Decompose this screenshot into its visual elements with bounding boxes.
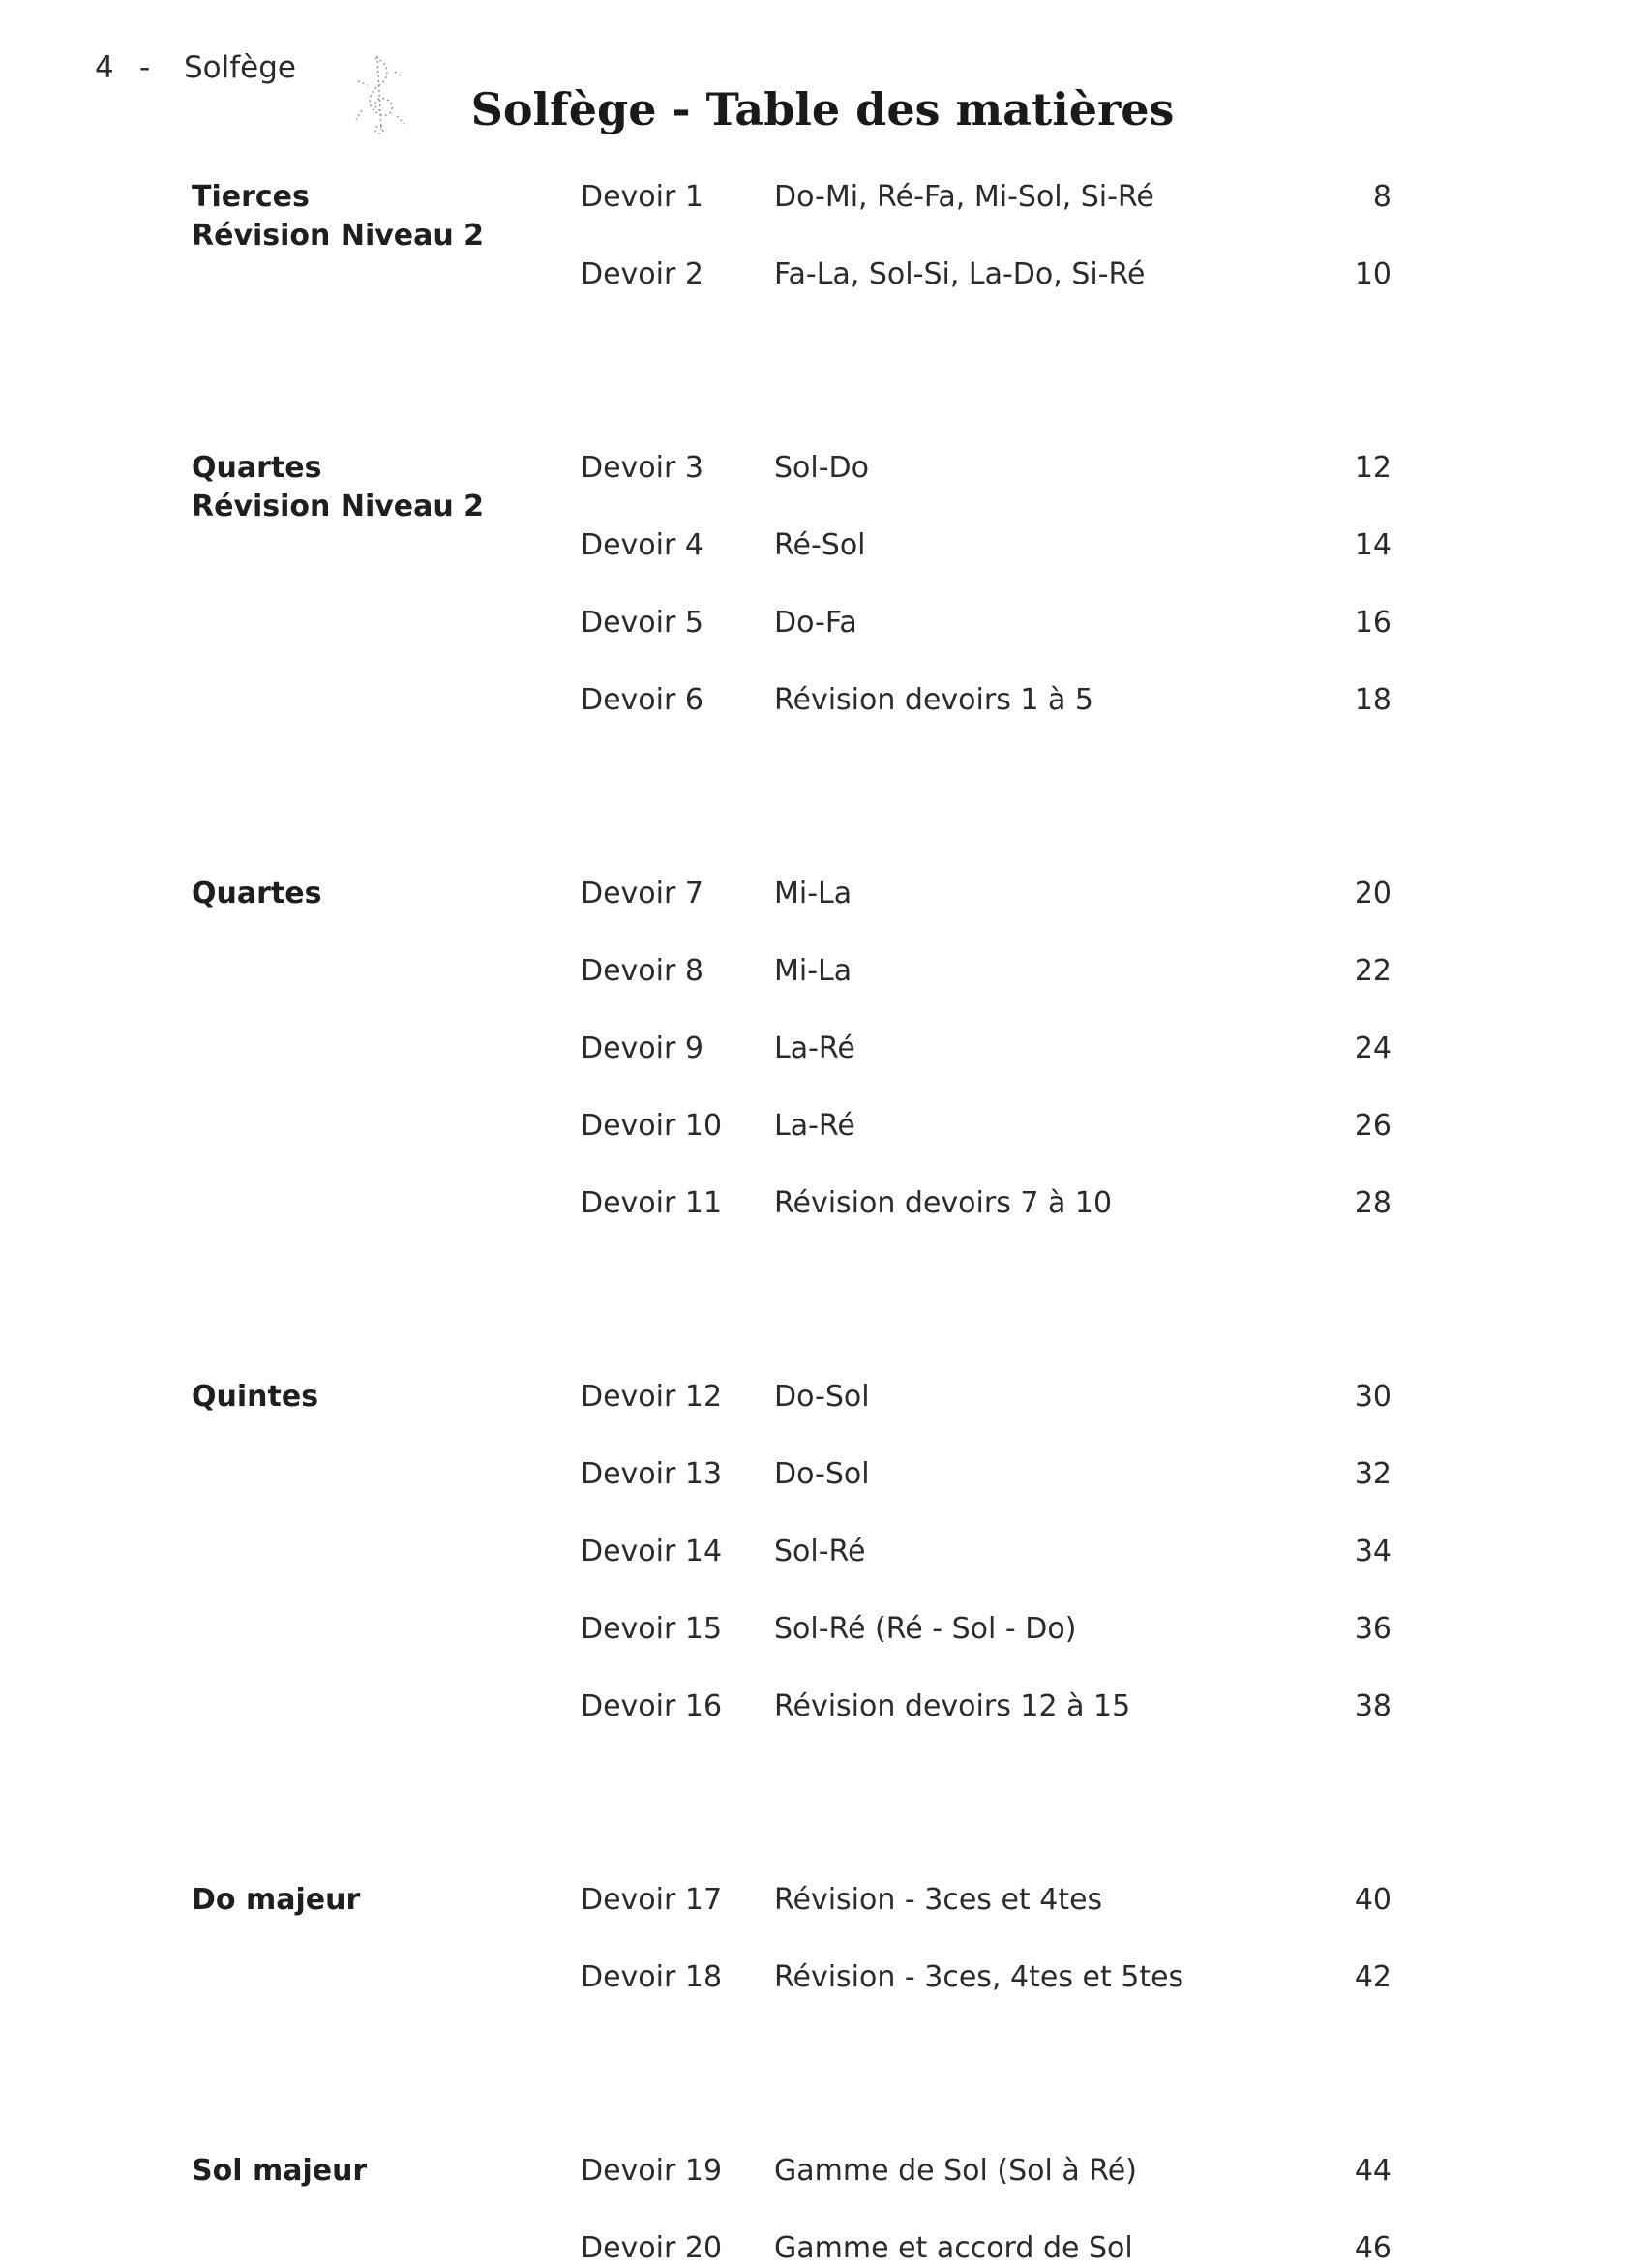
entry-description: Mi-La — [774, 877, 852, 910]
entry-page-number: 26 — [1354, 1109, 1391, 1143]
book-name: Solfège — [184, 50, 296, 85]
entry-devoir: Devoir 11 — [581, 1186, 723, 1220]
entry-devoir: Devoir 3 — [581, 451, 703, 485]
toc-entry[interactable] — [0, 526, 1645, 565]
entry-page-number: 30 — [1354, 1380, 1391, 1414]
entry-description: Révision devoirs 1 à 5 — [774, 683, 1093, 717]
entry-page-number: 24 — [1354, 1031, 1391, 1065]
page-title: Solfège - Table des matières — [470, 83, 1175, 135]
entry-devoir: Devoir 9 — [581, 1031, 703, 1065]
entry-description: Sol-Ré (Ré - Sol - Do) — [774, 1612, 1077, 1646]
entry-description: Sol-Do — [774, 451, 870, 485]
entry-description: La-Ré — [774, 1031, 855, 1065]
entry-page-number: 18 — [1354, 683, 1391, 717]
entry-description: Do-Mi, Ré-Fa, Mi-Sol, Si-Ré — [774, 180, 1154, 214]
entry-page-number: 12 — [1354, 451, 1391, 485]
toc-entry[interactable] — [0, 875, 1645, 913]
toc-entry[interactable] — [0, 1378, 1645, 1417]
entry-devoir: Devoir 15 — [581, 1612, 723, 1646]
entry-page-number: 16 — [1354, 606, 1391, 640]
entry-devoir: Devoir 20 — [581, 2231, 723, 2265]
toc-entry[interactable] — [0, 1610, 1645, 1649]
entry-page-number: 36 — [1354, 1612, 1391, 1646]
entry-description: Mi-La — [774, 954, 852, 988]
entry-description: Sol-Ré — [774, 1535, 866, 1568]
entry-devoir: Devoir 16 — [581, 1689, 723, 1723]
header-separator: - — [139, 50, 151, 85]
entry-page-number: 28 — [1354, 1186, 1391, 1220]
running-header — [95, 50, 296, 85]
entry-page-number: 38 — [1354, 1689, 1391, 1723]
entry-devoir: Devoir 5 — [581, 606, 703, 640]
entry-description: Fa-La, Sol-Si, La-Do, Si-Ré — [774, 257, 1146, 291]
toc-entry[interactable] — [0, 1455, 1645, 1494]
entry-page-number: 32 — [1354, 1457, 1391, 1491]
entry-devoir: Devoir 1 — [581, 180, 703, 214]
toc-entry[interactable] — [0, 1687, 1645, 1726]
entry-devoir: Devoir 8 — [581, 954, 703, 988]
section-label-line: Sol majeur — [192, 2154, 368, 2188]
entry-description: Révision devoirs 7 à 10 — [774, 1186, 1113, 1220]
entry-devoir: Devoir 10 — [581, 1109, 723, 1143]
section-label-line: Révision Niveau 2 — [192, 490, 485, 523]
section-label-line: Quartes — [192, 877, 322, 910]
toc-entry[interactable] — [0, 1958, 1645, 1997]
toc-entry[interactable] — [0, 1107, 1645, 1146]
entry-page-number: 20 — [1354, 877, 1391, 910]
section-label-line: Do majeur — [192, 1883, 361, 1917]
entry-page-number: 42 — [1354, 1960, 1391, 1994]
entry-page-number: 46 — [1354, 2231, 1391, 2265]
toc-entry[interactable] — [0, 952, 1645, 991]
entry-devoir: Devoir 14 — [581, 1535, 723, 1568]
entry-devoir: Devoir 18 — [581, 1960, 723, 1994]
entry-devoir: Devoir 2 — [581, 257, 703, 291]
entry-description: Ré-Sol — [774, 528, 866, 562]
entry-page-number: 14 — [1354, 528, 1391, 562]
toc-entry[interactable] — [0, 2152, 1645, 2191]
toc-entry[interactable] — [0, 604, 1645, 642]
entry-devoir: Devoir 6 — [581, 683, 703, 717]
entry-devoir: Devoir 12 — [581, 1380, 723, 1414]
entry-description: Révision - 3ces, 4tes et 5tes — [774, 1960, 1184, 1994]
entry-description: Révision - 3ces et 4tes — [774, 1883, 1103, 1917]
entry-devoir: Devoir 17 — [581, 1883, 723, 1917]
toc-entry[interactable] — [0, 449, 1645, 488]
toc-entry[interactable] — [0, 1030, 1645, 1068]
entry-devoir: Devoir 19 — [581, 2154, 723, 2188]
toc-entry[interactable] — [0, 1533, 1645, 1571]
entry-description: Gamme de Sol (Sol à Ré) — [774, 2154, 1137, 2188]
entry-devoir: Devoir 7 — [581, 877, 703, 910]
toc-entry[interactable] — [0, 1881, 1645, 1920]
page-number: 4 — [95, 50, 114, 85]
section-label-line: Quintes — [192, 1380, 319, 1414]
toc-entry[interactable] — [0, 255, 1645, 294]
entry-page-number: 8 — [1372, 180, 1391, 214]
toc-entry[interactable] — [0, 2229, 1645, 2268]
section-label-line: Révision Niveau 2 — [192, 219, 485, 253]
entry-page-number: 22 — [1354, 954, 1391, 988]
toc-entry[interactable] — [0, 178, 1645, 217]
section-label-line: Quartes — [192, 451, 322, 485]
entry-description: Gamme et accord de Sol — [774, 2231, 1133, 2265]
entry-description: La-Ré — [774, 1109, 855, 1143]
entry-description: Do-Sol — [774, 1380, 870, 1414]
toc-entry[interactable] — [0, 1184, 1645, 1223]
section-label-line: Tierces — [192, 180, 310, 214]
entry-page-number: 44 — [1354, 2154, 1391, 2188]
entry-description: Do-Fa — [774, 606, 857, 640]
entry-devoir: Devoir 4 — [581, 528, 703, 562]
toc-entry[interactable] — [0, 681, 1645, 720]
entry-page-number: 10 — [1354, 257, 1391, 291]
entry-page-number: 40 — [1354, 1883, 1391, 1917]
entry-page-number: 34 — [1354, 1535, 1391, 1568]
entry-description: Do-Sol — [774, 1457, 870, 1491]
entry-description: Révision devoirs 12 à 15 — [774, 1689, 1131, 1723]
entry-devoir: Devoir 13 — [581, 1457, 723, 1491]
